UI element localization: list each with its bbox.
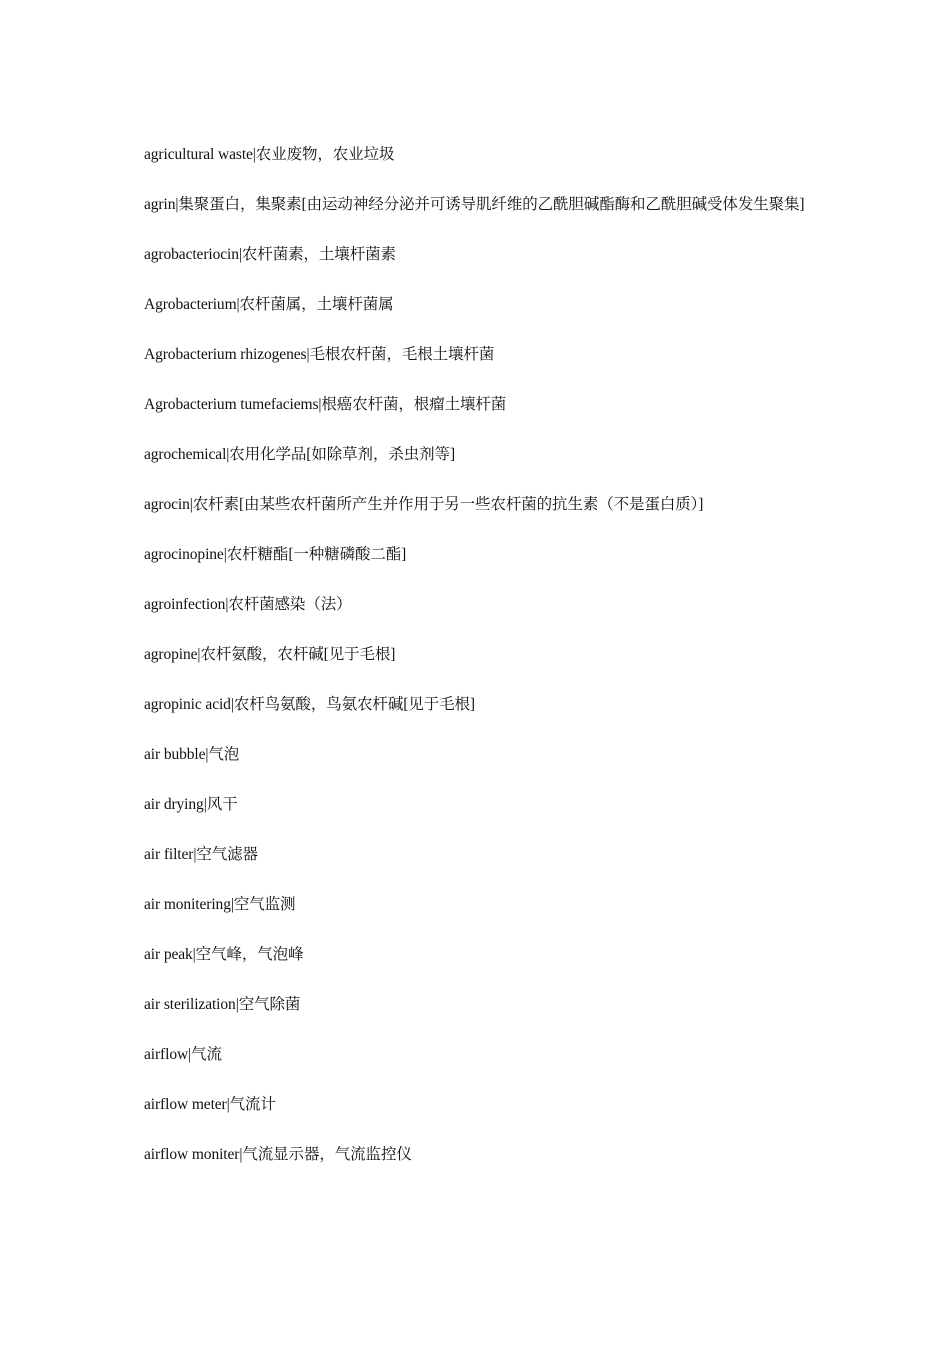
glossary-entry: agrin|集聚蛋白，集聚素[由运动神经分泌并可诱导肌纤维的乙酰胆碱酯酶和乙酰胆碱受体发生聚集] (144, 196, 805, 213)
glossary-entry: Agrobacterium rhizogenes|毛根农杆菌，毛根土壤杆菌 (144, 346, 495, 363)
glossary-entry: agroinfection|农杆菌感染（法） (144, 596, 352, 613)
glossary-entry: agropinic acid|农杆鸟氨酸，鸟氨农杆碱[见于毛根] (144, 696, 475, 713)
glossary-entry: air filter|空气滤器 (144, 846, 258, 863)
glossary-entry: airflow meter|气流计 (144, 1096, 276, 1113)
glossary-entry: air bubble|气泡 (144, 746, 240, 763)
glossary-entry: air drying|风干 (144, 796, 238, 813)
glossary-entry: airflow moniter|气流显示器，气流监控仪 (144, 1146, 412, 1163)
glossary-entry: airflow|气流 (144, 1046, 222, 1063)
glossary-entry: agropine|农杆氨酸，农杆碱[见于毛根] (144, 646, 396, 663)
glossary-entry: air sterilization|空气除菌 (144, 996, 301, 1013)
glossary-entry: agrochemical|农用化学品[如除草剂，杀虫剂等] (144, 446, 456, 463)
glossary-entry: air peak|空气峰，气泡峰 (144, 946, 304, 963)
glossary-entry: agricultural waste|农业废物，农业垃圾 (144, 146, 395, 163)
glossary-entry: air monitering|空气监测 (144, 896, 296, 913)
glossary-entry: agrocin|农杆素[由某些农杆菌所产生并作用于另一些农杆菌的抗生素（不是蛋白质）] (144, 496, 704, 513)
glossary-entry: Agrobacterium tumefaciems|根癌农杆菌，根瘤土壤杆菌 (144, 396, 507, 413)
glossary-entry: agrocinopine|农杆糖酯[一种糖磷酸二酯] (144, 546, 407, 563)
glossary-entry: Agrobacterium|农杆菌属，土壤杆菌属 (144, 296, 394, 313)
glossary-entry: agrobacteriocin|农杆菌素，土壤杆菌素 (144, 246, 396, 263)
glossary-list (144, 142, 824, 1192)
